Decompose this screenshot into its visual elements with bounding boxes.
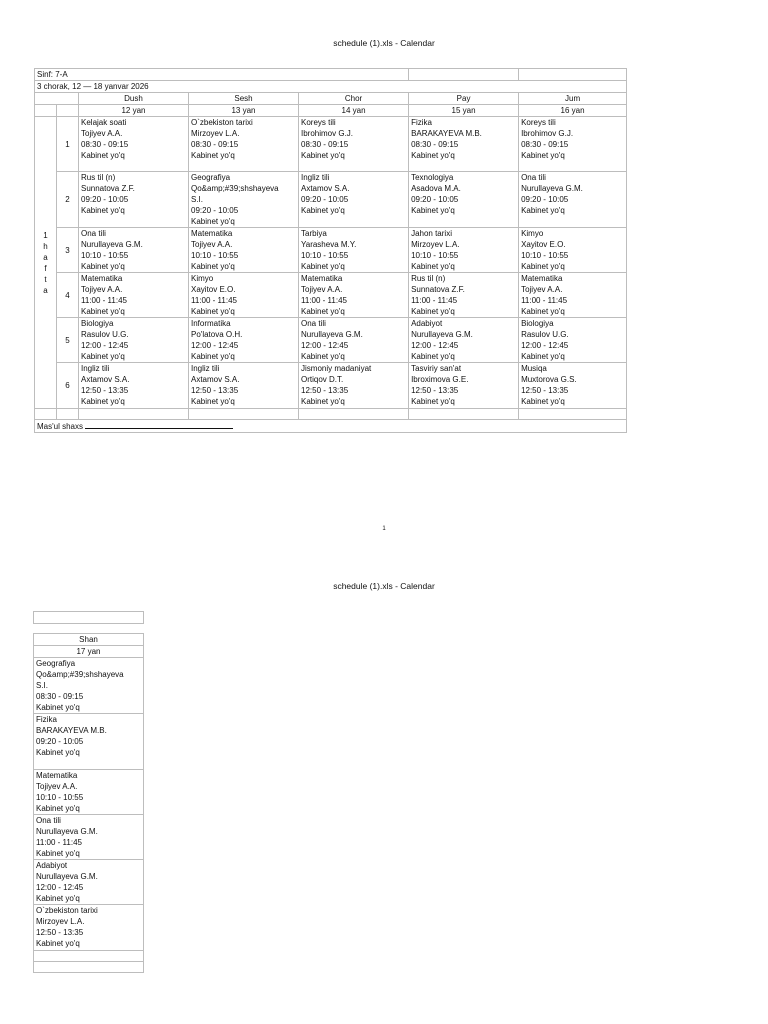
lesson-line: Kelajak soati [81,118,127,127]
lesson-line: Ona tili [521,173,546,182]
lesson-line: Kabinet yo'q [81,151,125,160]
period-label: 3 chorak, 12 — 18 yanvar 2026 [35,81,627,93]
lesson-number: 3 [57,228,79,273]
lesson-line: Kimyo [191,274,214,283]
lesson-cell [189,228,299,273]
lesson-line: Biologiya [521,319,554,328]
empty-cell [35,409,57,420]
lesson-line: Koreys tili [521,118,556,127]
lesson-cell [79,228,189,273]
lesson-cell [189,363,299,409]
lesson-line: Kabinet yo'q [521,262,565,271]
lesson-line: Kabinet yo'q [81,397,125,406]
lesson-cell [79,318,189,363]
lesson-line: Fizika [411,118,432,127]
lesson-cell [34,815,144,860]
lesson-cell [519,172,627,228]
day-date: 15 yan [409,105,519,117]
spacer [34,624,144,634]
lesson-line: 09:20 - 10:05 [521,195,569,204]
lesson-line: Tojiyev A.A. [521,285,563,294]
lesson-line: Ona tili [81,229,106,238]
lesson-line: Kabinet yo'q [191,397,235,406]
lesson-line: Kabinet yo'q [191,307,235,316]
week-label [35,117,57,409]
lesson-line: Matematika [521,274,563,283]
empty-cell [519,69,627,81]
empty-cell [34,962,144,973]
day-date: 17 yan [34,646,144,658]
week-label-char: t [44,274,47,284]
lesson-line: Kabinet yo'q [521,397,565,406]
lesson-line: Nurullayeva G.M. [81,240,143,249]
lesson-line: Nurullayeva G.M. [36,827,98,836]
lesson-cell [189,117,299,172]
day-name: Dush [79,93,189,105]
lesson-line: Matematika [36,771,78,780]
lesson-line: Tojiyev A.A. [191,240,233,249]
day-date: 16 yan [519,105,627,117]
lesson-line: Po'latova O.H. [191,330,243,339]
lesson-line: Texnologiya [411,173,454,182]
lesson-cell [34,714,144,770]
day-name: Pay [409,93,519,105]
empty-cell [34,612,144,624]
lesson-number: 5 [57,318,79,363]
lesson-line: 08:30 - 09:15 [521,140,569,149]
lesson-cell [409,172,519,228]
lesson-line: Kabinet yo'q [521,151,565,160]
week-label-char: a [43,252,48,262]
lesson-cell [409,318,519,363]
empty-cell [79,409,189,420]
day-date: 13 yan [189,105,299,117]
lesson-line: Kabinet yo'q [411,307,455,316]
lesson-line: Fizika [36,715,57,724]
lesson-cell [409,273,519,318]
lesson-line: S.I. [36,681,49,690]
empty-cell [519,409,627,420]
lesson-line: Matematika [81,274,123,283]
lesson-line: Xayitov E.O. [521,240,566,249]
lesson-line: Kabinet yo'q [301,397,345,406]
lesson-line: Ona tili [301,319,326,328]
lesson-line: Sunnatova Z.F. [411,285,465,294]
lesson-line: Jismoniy madaniyat [301,364,372,373]
lesson-line: Matematika [191,229,233,238]
lesson-line: S.I. [191,195,204,204]
empty-cell [57,105,79,117]
lesson-line: Ortiqov D.T. [301,375,344,384]
class-label: Sinf: 7-A [35,69,409,81]
lesson-line: Kabinet yo'q [36,939,80,948]
lesson-line: Kabinet yo'q [411,397,455,406]
lesson-line: Kabinet yo'q [191,352,235,361]
lesson-line: Kabinet yo'q [191,262,235,271]
lesson-cell [519,117,627,172]
lesson-line: Ingliz tili [191,364,220,373]
lesson-line: Kabinet yo'q [36,748,80,757]
lesson-line: 09:20 - 10:05 [81,195,129,204]
lesson-line: Mirzoyev L.A. [36,917,85,926]
page-number: 1 [382,526,386,532]
lesson-line: 11:00 - 11:45 [411,296,458,305]
lesson-line: Yarasheva M.Y. [301,240,357,249]
lesson-line: 11:00 - 11:45 [301,296,347,305]
responsible-person [35,420,627,433]
lesson-number: 6 [57,363,79,409]
lesson-cell [519,363,627,409]
lesson-cell [34,860,144,905]
lesson-line: BARAKAYEVA M.B. [411,129,482,138]
lesson-line: Kabinet yo'q [301,352,345,361]
lesson-line: Kabinet yo'q [521,307,565,316]
lesson-line: 11:00 - 11:45 [521,296,568,305]
lesson-line: Tojiyev A.A. [81,129,123,138]
lesson-line: 12:50 - 13:35 [411,386,459,395]
lesson-cell [519,273,627,318]
lesson-line: Muxtorova G.S. [521,375,577,384]
lesson-line: Kabinet yo'q [81,206,125,215]
lesson-cell [299,228,409,273]
lesson-line: Kabinet yo'q [36,894,80,903]
lesson-line: Kabinet yo'q [36,703,80,712]
day-name: Shan [34,634,144,646]
lesson-line: Kabinet yo'q [36,804,80,813]
empty-cell [34,951,144,962]
lesson-line: Tojiyev A.A. [36,782,78,791]
week-label-char: 1 [43,230,48,240]
lesson-cell [79,117,189,172]
lesson-line: Axtamov S.A. [191,375,240,384]
lesson-number: 4 [57,273,79,318]
lesson-line: Rasulov U.G. [521,330,569,339]
day-name: Chor [299,93,409,105]
lesson-line: Tojiyev A.A. [301,285,343,294]
lesson-line: Kabinet yo'q [521,352,565,361]
lesson-line: Qo&amp;#39;shshayeva [36,670,124,679]
lesson-line: Kabinet yo'q [411,206,455,215]
document-title: schedule (1).xls - Calendar [333,38,435,48]
day-name: Jum [519,93,627,105]
lesson-cell [189,172,299,228]
lesson-line: Kabinet yo'q [81,352,125,361]
lesson-line: Xayitov E.O. [191,285,236,294]
lesson-line: 12:50 - 13:35 [301,386,349,395]
lesson-number: 1 [57,117,79,172]
lesson-line: Tasviriy san'at [411,364,462,373]
lesson-line: 12:00 - 12:45 [521,341,569,350]
lesson-line: Nurullayeva G.M. [36,872,98,881]
lesson-cell [299,273,409,318]
lesson-line: 10:10 - 10:55 [521,251,569,260]
lesson-cell [299,363,409,409]
lesson-line: 12:00 - 12:45 [191,341,239,350]
lesson-line: 11:00 - 11:45 [81,296,127,305]
day-name: Sesh [189,93,299,105]
lesson-line: Jahon tarixi [411,229,452,238]
lesson-line: 12:50 - 13:35 [191,386,239,395]
empty-cell [189,409,299,420]
lesson-cell [409,228,519,273]
lesson-line: Ibrohimov G.J. [301,129,354,138]
lesson-cell [299,117,409,172]
lesson-cell [34,658,144,714]
lesson-line: Sunnatova Z.F. [81,184,135,193]
lesson-line: 09:20 - 10:05 [36,737,84,746]
lesson-cell [34,905,144,951]
lesson-cell [519,318,627,363]
lesson-line: 10:10 - 10:55 [36,793,84,802]
lesson-line: Axtamov S.A. [301,184,350,193]
lesson-line: Rus til (n) [81,173,116,182]
lesson-line: Ingliz tili [301,173,330,182]
lesson-line: Koreys tili [301,118,336,127]
lesson-line: Mirzoyev L.A. [411,240,460,249]
lesson-line: 08:30 - 09:15 [411,140,459,149]
lesson-line: Kabinet yo'q [191,217,235,226]
week-label-char: a [43,285,48,295]
lesson-line: Matematika [301,274,343,283]
lesson-line: Informatika [191,319,231,328]
lesson-line: Ibroximova G.E. [411,375,469,384]
lesson-line: Nurullayeva G.M. [411,330,473,339]
day-date: 12 yan [79,105,189,117]
lesson-line: 08:30 - 09:15 [301,140,349,149]
weekly-schedule-table [34,68,627,433]
lesson-cell [34,770,144,815]
lesson-line: Kabinet yo'q [411,262,455,271]
signature-line [85,420,233,429]
empty-cell [35,93,79,105]
lesson-line: Kabinet yo'q [301,151,345,160]
lesson-cell [299,318,409,363]
lesson-line: 12:00 - 12:45 [301,341,349,350]
lesson-line: 12:50 - 13:35 [36,928,84,937]
lesson-line: 08:30 - 09:15 [81,140,129,149]
lesson-line: 08:30 - 09:15 [191,140,239,149]
lesson-cell [79,172,189,228]
lesson-line: Kabinet yo'q [191,151,235,160]
lesson-line: Kabinet yo'q [81,307,125,316]
lesson-line: 12:00 - 12:45 [411,341,459,350]
lesson-line: 12:00 - 12:45 [36,883,84,892]
lesson-line: Kabinet yo'q [81,262,125,271]
lesson-line: Geografiya [191,173,231,182]
lesson-line: Rasulov U.G. [81,330,129,339]
lesson-line: Tojiyev A.A. [81,285,123,294]
lesson-line: 12:50 - 13:35 [521,386,569,395]
lesson-line: Tarbiya [301,229,327,238]
lesson-line: Nurullayeva G.M. [521,184,583,193]
lesson-line: 10:10 - 10:55 [301,251,349,260]
lesson-cell [409,363,519,409]
lesson-line: Biologiya [81,319,114,328]
empty-cell [299,409,409,420]
lesson-line: Ona tili [36,816,61,825]
lesson-line: Kabinet yo'q [36,849,80,858]
empty-cell [409,69,519,81]
empty-cell [57,409,79,420]
lesson-line: 12:00 - 12:45 [81,341,129,350]
lesson-line: BARAKAYEVA M.B. [36,726,107,735]
lesson-line: 10:10 - 10:55 [81,251,129,260]
lesson-cell [79,363,189,409]
lesson-cell [519,228,627,273]
lesson-line: Adabiyot [411,319,443,328]
lesson-line: 08:30 - 09:15 [36,692,84,701]
lesson-line: 09:20 - 10:05 [301,195,349,204]
lesson-line: O`zbekiston tarixi [36,906,98,915]
lesson-line: Rus til (n) [411,274,446,283]
lesson-number: 2 [57,172,79,228]
lesson-line: Kabinet yo'q [411,151,455,160]
lesson-line: Musiqa [521,364,547,373]
lesson-line: 11:00 - 11:45 [191,296,237,305]
lesson-line: 10:10 - 10:55 [411,251,459,260]
lesson-cell [189,273,299,318]
lesson-line: Kimyo [521,229,544,238]
lesson-cell [409,117,519,172]
week-label-char: h [43,241,48,251]
lesson-line: 10:10 - 10:55 [191,251,239,260]
lesson-line: Geografiya [36,659,76,668]
saturday-schedule-table [33,611,144,973]
empty-cell [409,409,519,420]
lesson-line: 12:50 - 13:35 [81,386,129,395]
lesson-line: Ingliz tili [81,364,110,373]
lesson-line: 11:00 - 11:45 [36,838,82,847]
responsible-label: Mas'ul shaxs [37,422,83,431]
week-label-char: f [44,263,47,273]
lesson-line: Kabinet yo'q [301,262,345,271]
lesson-cell [189,318,299,363]
lesson-line: Kabinet yo'q [301,206,345,215]
lesson-line: Ibrohimov G.J. [521,129,574,138]
lesson-line: Kabinet yo'q [301,307,345,316]
lesson-line: Mirzoyev L.A. [191,129,240,138]
lesson-line: Asadova M.A. [411,184,461,193]
lesson-line: Nurullayeva G.M. [301,330,363,339]
document-title: schedule (1).xls - Calendar [333,581,435,591]
empty-cell [35,105,57,117]
lesson-line: Kabinet yo'q [521,206,565,215]
lesson-line: Axtamov S.A. [81,375,130,384]
day-date: 14 yan [299,105,409,117]
lesson-line: Qo&amp;#39;shshayeva [191,184,279,193]
lesson-line: Adabiyot [36,861,68,870]
lesson-cell [79,273,189,318]
lesson-line: O`zbekiston tarixi [191,118,253,127]
lesson-cell [299,172,409,228]
lesson-line: 09:20 - 10:05 [191,206,239,215]
lesson-line: Kabinet yo'q [411,352,455,361]
lesson-line: 09:20 - 10:05 [411,195,459,204]
